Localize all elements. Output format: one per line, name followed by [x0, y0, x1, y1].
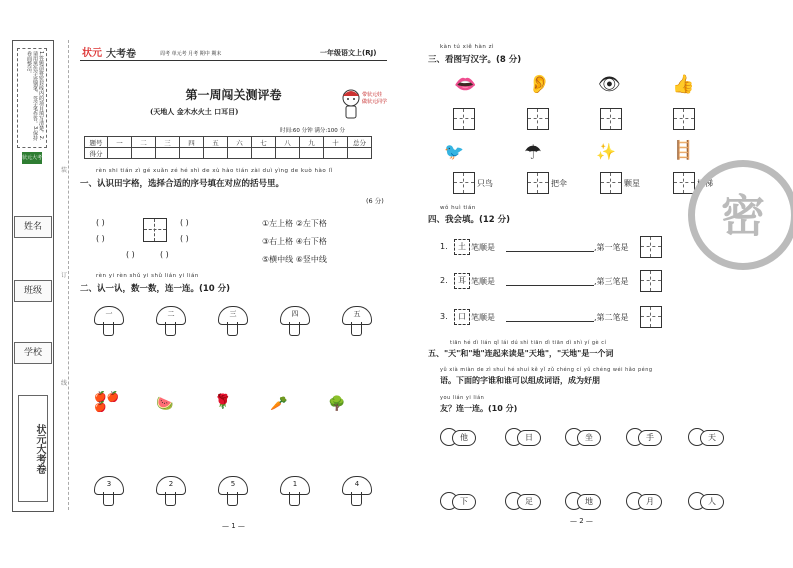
q1-answer-paren[interactable]: ( ) — [180, 234, 189, 243]
score-cell: 六 — [228, 137, 252, 148]
q1-answer-paren[interactable]: ( ) — [96, 234, 105, 243]
score-input[interactable] — [324, 148, 348, 159]
score-cell: 四 — [180, 137, 204, 148]
mushroom-label: 5 — [218, 476, 248, 495]
write-box[interactable] — [640, 236, 662, 258]
mushroom-label: 4 — [342, 476, 372, 495]
mushroom-card[interactable] — [94, 306, 122, 336]
q3-label: 颗星 — [624, 179, 640, 188]
write-box[interactable] — [527, 172, 549, 194]
exam-subtitle: (天地人 金木水火土 口耳目) — [150, 107, 239, 116]
carrots-icon[interactable]: 🥕 — [270, 396, 288, 412]
stairs-icon: 🪜 — [672, 140, 695, 161]
mushroom-label: 二 — [156, 306, 186, 325]
score-input[interactable] — [132, 148, 156, 159]
score-cell: 总分 — [348, 137, 372, 148]
mushroom-label: 一 — [94, 306, 124, 325]
eye-icon: 👁 — [598, 74, 621, 95]
stroke-order-input[interactable] — [506, 312, 594, 322]
snail-card[interactable] — [565, 426, 597, 446]
score-input[interactable] — [180, 148, 204, 159]
rose-icon[interactable]: 🌹 — [214, 394, 232, 410]
snail-card[interactable] — [688, 490, 720, 510]
q3-label: 只鸟 — [477, 179, 493, 188]
brand-dark: 大考卷 — [106, 49, 136, 60]
seal-line — [68, 40, 69, 510]
snail-card[interactable] — [626, 490, 658, 510]
mushroom-card[interactable] — [218, 306, 246, 336]
q5-line: 五、"天"和"地"连起来读是"天地"，"天地"是一个词 — [428, 349, 614, 358]
q4-text: 四、我会填。(12 分) — [428, 215, 511, 225]
grade-label: 一年级语文上(RJ) — [320, 49, 377, 57]
cut-char: 装 — [61, 167, 68, 174]
snail-card[interactable] — [440, 426, 472, 446]
write-box[interactable] — [453, 172, 475, 194]
mascot-caption-2: 做状元同学 — [362, 99, 388, 105]
snail-card[interactable] — [688, 426, 720, 446]
snail-card[interactable] — [565, 490, 597, 510]
write-box[interactable] — [640, 306, 662, 328]
q4-char: 耳 — [454, 273, 470, 289]
side-logo: 状元大考卷 — [18, 395, 48, 502]
cut-char: 订 — [61, 272, 68, 279]
snail-char: 天 — [700, 430, 724, 446]
q5-pinyin: tiān hé dì lián qǐ lái dú shì tiān dì tiān dì shì yí gè cí — [450, 340, 607, 346]
score-cell: 十 — [324, 137, 348, 148]
snail-char: 地 — [577, 494, 601, 510]
mushroom-card[interactable] — [280, 476, 308, 506]
snail-char: 下 — [452, 494, 476, 510]
page-number-right: — 2 — — [570, 517, 593, 525]
q4-mid: 笔顺是 — [471, 277, 495, 286]
q2-text: 二、认一认，数一数，连一连。(10 分) — [80, 284, 231, 294]
write-box[interactable] — [673, 172, 695, 194]
stroke-order-input[interactable] — [506, 276, 594, 286]
score-input[interactable] — [156, 148, 180, 159]
write-box[interactable] — [527, 108, 549, 130]
q3-text: 三、看图写汉字。(8 分) — [428, 55, 522, 65]
q1-points: (6 分) — [366, 197, 384, 205]
ear-icon: 👂 — [528, 74, 551, 95]
stars-icon: ✨ — [596, 142, 616, 161]
mushroom-card[interactable] — [342, 476, 370, 506]
write-box[interactable] — [673, 108, 695, 130]
snail-char: 日 — [517, 430, 541, 446]
mushroom-label: 3 — [94, 476, 124, 495]
score-cell: 九 — [300, 137, 324, 148]
q4-num: 2. — [440, 276, 448, 285]
brand-red: 状元 — [82, 48, 102, 59]
apples-icon[interactable]: 🍎🍎🍎 — [94, 392, 119, 413]
snail-char: 他 — [452, 430, 476, 446]
mushroom-label: 四 — [280, 306, 310, 325]
q1-pinyin: rèn shi tián zì gé xuǎn zé hé shì de xù hào tián zài duì yìng de kuò hào lǐ — [96, 168, 333, 174]
q4-end: ,第三笔是 — [594, 277, 629, 286]
write-box[interactable] — [453, 108, 475, 130]
mushroom-label: 五 — [342, 306, 372, 325]
hand-icon: 👍 — [672, 74, 695, 95]
q4-num: 1. — [440, 242, 448, 251]
exam-notes: 1.答题前将密封线内的项目填写清楚。2.请用黑色字迹钢笔、签字笔作答。3.保持卷面整洁。 — [17, 48, 47, 148]
q5-line: 友？连一连。(10 分) — [440, 404, 518, 413]
q1-option: ①左上格 ②左下格 — [262, 219, 327, 228]
snail-char: 手 — [638, 430, 662, 446]
q5-pinyin: yǔ xià miàn de zì shuí hé shuí kě yǐ zǔ chéng cí yǔ chéng wéi hǎo péng — [440, 367, 653, 373]
score-cell: 二 — [132, 137, 156, 148]
time-info: 时间:60 分钟 满分:100 分 — [280, 128, 345, 134]
q1-option: ③右上格 ④右下格 — [262, 237, 327, 246]
birds-icon: 🐦 — [444, 142, 464, 161]
score-cell: 八 — [276, 137, 300, 148]
mascot-caption-1: 带状元娃 — [362, 92, 383, 98]
q3-pinyin: kàn tú xiě hàn zì — [440, 44, 495, 50]
score-cell: 七 — [252, 137, 276, 148]
q1-answer-paren[interactable]: ( ) — [96, 218, 105, 227]
mushroom-card[interactable] — [94, 476, 122, 506]
trees-icon[interactable]: 🌳 — [328, 396, 346, 412]
score-input[interactable] — [108, 148, 132, 159]
snail-card[interactable] — [440, 490, 472, 510]
score-label: 得分 — [85, 148, 108, 159]
score-input[interactable] — [252, 148, 276, 159]
score-header-row — [85, 137, 372, 148]
q1-text: 一、认识田字格，选择合适的序号填在对应的括号里。 — [80, 179, 285, 189]
snail-char: 人 — [700, 494, 724, 510]
mouth-icon: 👄 — [454, 74, 477, 95]
mushroom-card[interactable] — [156, 476, 184, 506]
write-box[interactable] — [640, 270, 662, 292]
write-box[interactable] — [600, 172, 622, 194]
confidential-watermark: 密 — [688, 160, 793, 270]
q2-pinyin: rèn yi rèn shǔ yi shǔ lián yi lián — [96, 273, 199, 279]
score-input[interactable] — [276, 148, 300, 159]
snail-char: 足 — [517, 494, 541, 510]
write-box[interactable] — [600, 108, 622, 130]
class-field[interactable]: 班级 — [14, 280, 52, 302]
snail-char: 月 — [638, 494, 662, 510]
mushroom-card[interactable] — [156, 306, 184, 336]
score-table — [84, 136, 372, 159]
mushroom-card[interactable] — [342, 306, 370, 336]
mushroom-label: 1 — [280, 476, 310, 495]
q5-pinyin: you lián yi lián — [440, 395, 485, 401]
exam-title: 第一周闯关测评卷 — [185, 88, 282, 102]
score-cell: 一 — [108, 137, 132, 148]
q4-end: ,第一笔是 — [594, 243, 629, 252]
q4-char: 口 — [454, 309, 470, 325]
page-number-left: — 1 — — [222, 522, 245, 530]
q4-end: ,第二笔是 — [594, 313, 629, 322]
q3-label: 楼梯 — [697, 179, 713, 188]
q4-mid: 笔顺是 — [471, 313, 495, 322]
header-subnav: 周考 单元考 月考 期中 期末 — [160, 51, 222, 57]
q1-answer-paren[interactable]: ( ) — [180, 218, 189, 227]
umbrella-icon: ☂ — [524, 140, 542, 164]
stroke-order-input[interactable] — [506, 242, 594, 252]
q4-pinyin: wǒ huì tián — [440, 205, 476, 211]
score-input[interactable] — [228, 148, 252, 159]
mascot-icon — [340, 88, 362, 120]
score-input[interactable] — [300, 148, 324, 159]
mushroom-card[interactable] — [280, 306, 308, 336]
snail-card[interactable] — [505, 490, 537, 510]
name-field[interactable]: 姓名 — [14, 216, 52, 238]
q5-line: 语。下面的字谁和谁可以组成词语，成为好朋 — [440, 376, 600, 385]
q4-char: 土 — [454, 239, 470, 255]
watermelon-icon[interactable]: 🍉 — [156, 396, 174, 412]
mushroom-card[interactable] — [218, 476, 246, 506]
school-field[interactable]: 学校 — [14, 342, 52, 364]
tianzige-grid-icon — [143, 218, 167, 242]
score-cell: 五 — [204, 137, 228, 148]
q1-answer-paren[interactable]: ( ) — [126, 250, 135, 259]
mushroom-label: 三 — [218, 306, 248, 325]
q4-num: 3. — [440, 312, 448, 321]
mushroom-label: 2 — [156, 476, 186, 495]
score-cell: 三 — [156, 137, 180, 148]
q4-mid: 笔顺是 — [471, 243, 495, 252]
score-input[interactable] — [348, 148, 372, 159]
score-cell: 题号 — [85, 137, 108, 148]
cut-char: 线 — [61, 380, 68, 387]
snail-card[interactable] — [505, 426, 537, 446]
score-input[interactable] — [204, 148, 228, 159]
snail-char: 坐 — [577, 430, 601, 446]
snail-card[interactable] — [626, 426, 658, 446]
q1-answer-paren[interactable]: ( ) — [160, 250, 169, 259]
side-stamp: 状元大考卷 — [22, 152, 42, 164]
score-value-row — [85, 148, 372, 159]
mascot-caption — [362, 92, 387, 106]
q3-label: 把伞 — [551, 179, 567, 188]
q1-option: ⑤横中线 ⑥竖中线 — [262, 255, 327, 264]
